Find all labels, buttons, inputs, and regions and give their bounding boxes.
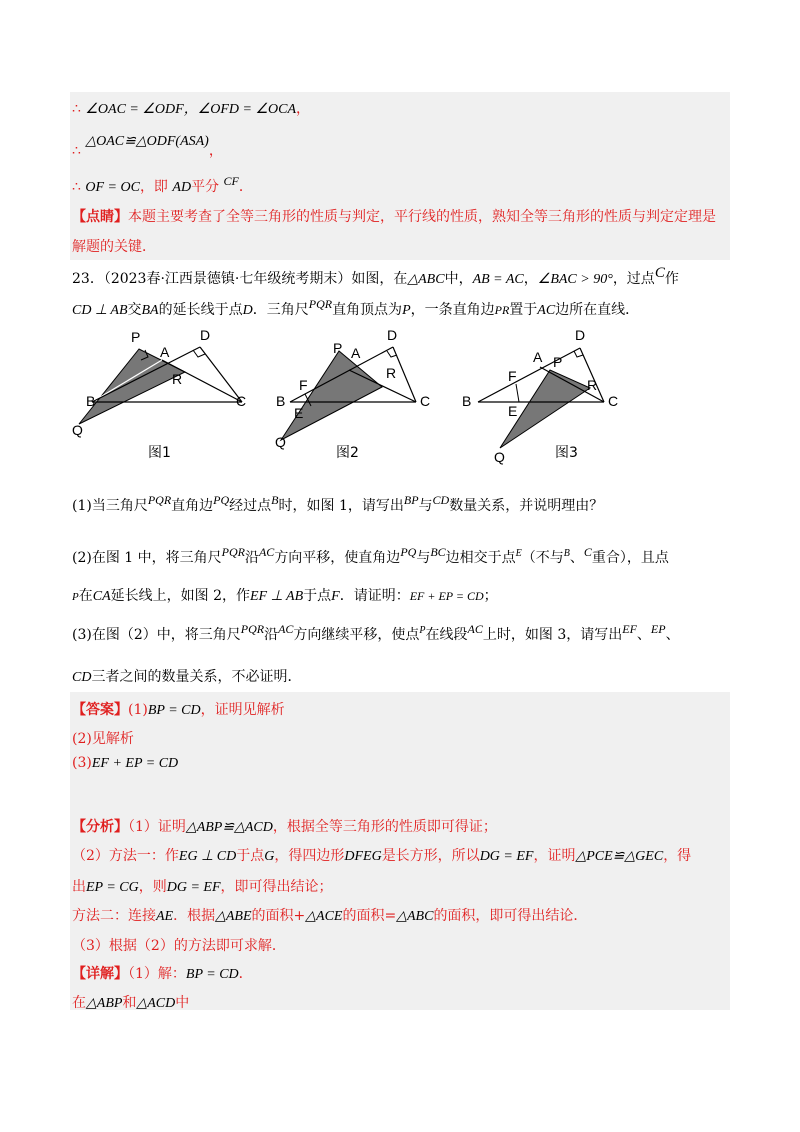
fig1-label-a: A	[160, 344, 170, 360]
comment-line-2: 解题的关键．	[72, 239, 156, 255]
fig3-label-d: D	[575, 327, 586, 343]
fig3-label-r: R	[587, 377, 598, 393]
figure-3	[462, 327, 618, 465]
detail-line-2: 在△ABP和△ACD中	[72, 995, 190, 1011]
question-2-line-1: (2)在图 1 中，将三角尺PQR沿AC方向平移，使直角边PQ与BC边相交于点$^E$（不与$^B$、C重合），且点	[72, 545, 669, 566]
fig1-label-r: R	[172, 371, 183, 387]
fig1-label-c: C	[236, 393, 247, 409]
triangle-ruler-fig2	[281, 351, 382, 440]
fig2-label-b: B	[276, 393, 286, 409]
fig3-label-p: P	[553, 354, 563, 370]
problem-line-2: CD ⊥ AB交BA的延长线于点D．三角尺PQR直角顶点为P，一条直角边PR置于AC边所在直线．	[72, 297, 640, 318]
fig1-label-p: P	[131, 329, 141, 345]
analysis-line-3: 出EP = CG，则DG = EF，即可得出结论；	[72, 879, 333, 895]
question-3-line-2: CD三者之间的数量关系，不必证明．	[72, 669, 302, 685]
answer-line-3: (3)EF + EP = CD	[72, 755, 179, 771]
fig2-label-c: C	[420, 393, 431, 409]
fig2-label-r: R	[386, 365, 397, 381]
fig2-label-d: D	[387, 327, 398, 343]
figure-1-caption: 图1	[148, 445, 171, 461]
fig3-label-f: F	[508, 368, 517, 384]
comment-tag: 【点睛】	[72, 209, 128, 225]
solution-line-2: ∴ △OAC≌△ODF(ASA)，	[72, 134, 223, 159]
fig3-label-c: C	[608, 393, 619, 409]
figure-2	[275, 327, 430, 450]
fig3-label-a: A	[533, 349, 543, 365]
fig1-label-b: B	[86, 393, 96, 409]
fig1-label-d: D	[200, 327, 211, 343]
fig2-label-a: A	[351, 345, 361, 361]
figure-2-caption: 图2	[336, 445, 359, 461]
question-2-line-2: P在CA延长线上，如图 2，作EF ⊥ AB于点F．请证明：EF + EP = CD；	[72, 588, 498, 604]
question-1: (1)当三角尺PQR直角边PQ经过点B时，如图 1，请写出BP与CD数量关系，并说明理由？	[72, 493, 604, 514]
analysis-line-2: （2）方法一：作EG ⊥ CD于点G，得四边形DFEG是长方形，所以DG = EF，证明△PCE≌△GEC，得	[72, 848, 692, 864]
solution-line-3: ∴ OF = OC，即 AD平分 CF．	[72, 174, 253, 195]
figure-3-caption: 图3	[555, 445, 578, 461]
analysis-line-1: 【分析】（1）证明△ABP≌△ACD，根据全等三角形的性质即可得证；	[72, 819, 497, 835]
analysis-tag: 【分析】	[72, 819, 128, 835]
fig3-label-q: Q	[494, 449, 505, 465]
figure-1	[72, 327, 246, 438]
fig2-label-e: E	[294, 405, 304, 421]
geometry-figures	[0, 322, 800, 482]
fig3-label-b: B	[462, 393, 472, 409]
comment-line-1: 【点睛】本题主要考查了全等三角形的性质与判定，平行线的性质，熟知全等三角形的性质与判定定理是	[72, 209, 716, 225]
fig1-label-q: Q	[72, 422, 83, 438]
problem-line-1: 23．（2023春·江西景德镇·七年级统考期末）如图，在△ABC中，AB = AC，∠BAC > 90°，过点C作	[72, 265, 679, 287]
analysis-line-4: 方法二：连接AE．根据△ABE的面积+△ACE的面积=△ABC的面积，即可得出结论．	[72, 908, 588, 924]
answer-line-2: (2)见解析	[72, 731, 134, 747]
fig2-label-f: F	[299, 377, 308, 393]
answer-tag: 【答案】	[72, 702, 128, 718]
fig2-label-p: P	[333, 340, 343, 356]
question-3-line-1: (3)在图（2）中，将三角尺PQR沿AC方向继续平移，使点$^P$在线段AC上时，如图 3，请写出EF、EP、	[72, 622, 680, 643]
detail-line-1: 【详解】（1）解：BP = CD．	[72, 966, 253, 982]
solution-line-1: ∴ ∠OAC = ∠ODF，∠OFD = ∠OCA，	[72, 101, 311, 117]
fig3-label-e: E	[508, 403, 518, 419]
fig2-label-q: Q	[275, 434, 286, 450]
answer-line-1: 【答案】(1)BP = CD，证明见解析	[72, 702, 285, 718]
analysis-line-5: （3）根据（2）的方法即可求解．	[72, 938, 286, 954]
detail-tag: 【详解】	[72, 966, 128, 982]
triangle-ruler-fig1	[79, 349, 185, 424]
